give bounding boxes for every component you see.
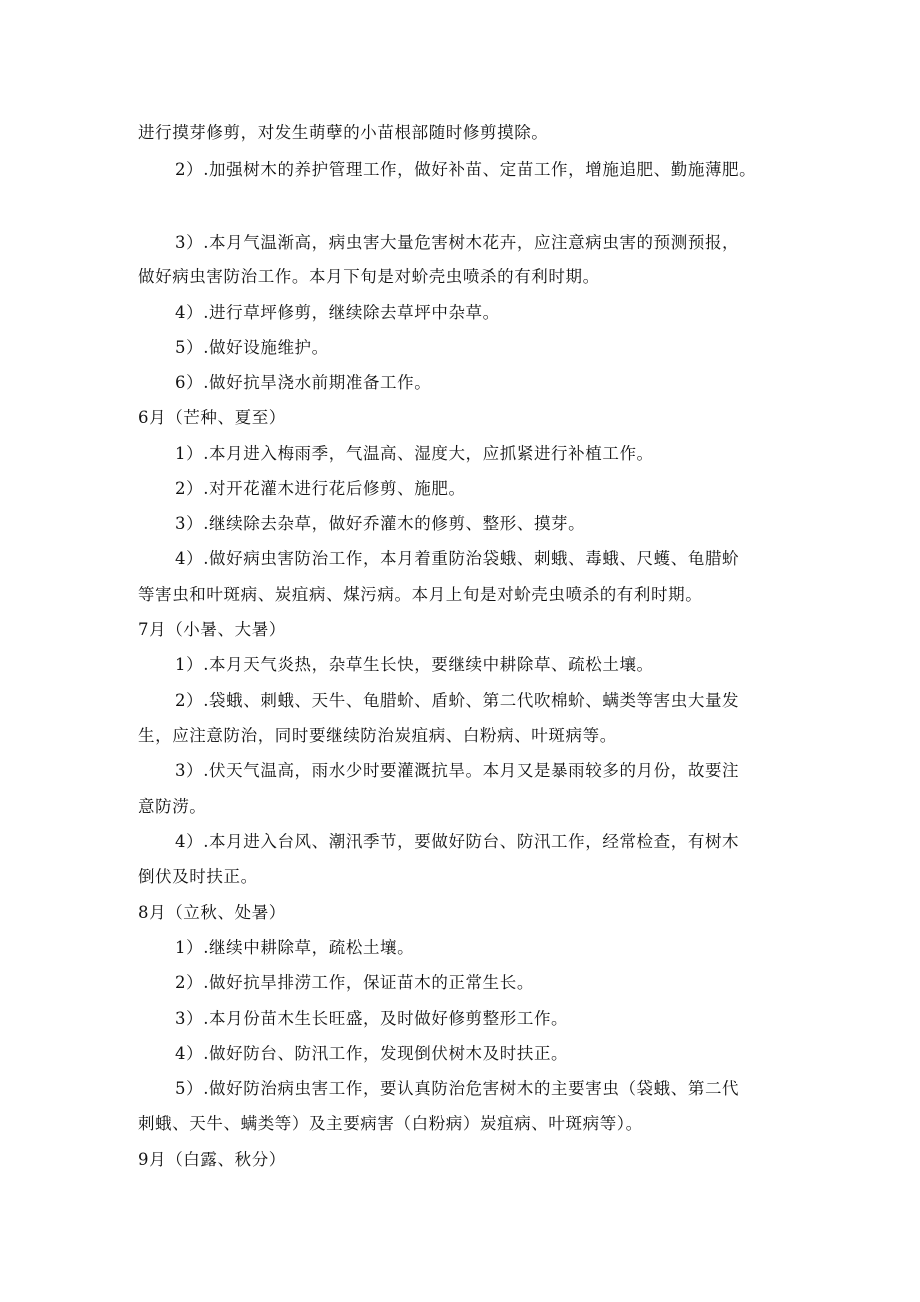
- month-heading: 8月（立秋、处暑）: [138, 903, 286, 922]
- month-heading: 6月（芒种、夏至）: [138, 408, 286, 427]
- text-line: 1）.本月天气炎热，杂草生长快，要继续中耕除草、疏松土壤。: [175, 655, 654, 674]
- text-line: 3）.继续除去杂草，做好乔灌木的修剪、整形、摸芽。: [175, 514, 586, 533]
- text-line: 5）.做好防治病虫害工作，要认真防治危害树木的主要害虫（袋蛾、第二代: [175, 1079, 740, 1098]
- text-line: 等害虫和叶斑病、炭疽病、煤污病。本月上旬是对蚧壳虫喷杀的有利时期。: [138, 585, 703, 604]
- text-line: 3）.本月份苗木生长旺盛，及时做好修剪整形工作。: [175, 1009, 569, 1028]
- text-line: 4）.做好病虫害防治工作，本月着重防治袋蛾、刺蛾、毒蛾、尺蠖、龟腊蚧: [175, 549, 740, 568]
- text-line: 刺蛾、天牛、螨类等）及主要病害（白粉病）炭疽病、叶斑病等）。: [138, 1114, 643, 1133]
- text-line: 4）.本月进入台风、潮汛季节，要做好防台、防汛工作，经常检查，有树木: [175, 832, 740, 851]
- text-line: 2）.袋蛾、刺蛾、天牛、龟腊蚧、盾蚧、第二代吹棉蚧、螨类等害虫大量发: [175, 691, 740, 710]
- text-line: 5）.做好设施维护。: [175, 338, 329, 357]
- text-line: 2）.对开花灌木进行花后修剪、施肥。: [175, 479, 466, 498]
- text-line: 进行摸芽修剪，对发生萌孽的小苗根部随时修剪摸除。: [138, 123, 549, 142]
- text-line: 1）.继续中耕除草，疏松土壤。: [175, 938, 415, 957]
- text-line: 3）.本月气温渐高，病虫害大量危害树木花卉，应注意病虫害的预测预报，: [175, 233, 740, 252]
- month-heading: 9月（白露、秋分）: [138, 1150, 286, 1169]
- text-line: 3）.伏天气温高，雨水少时要灌溉抗旱。本月又是暴雨较多的月份，故要注: [175, 761, 740, 780]
- month-heading: 7月（小暑、大暑）: [138, 620, 286, 639]
- text-line: 2）.加强树木的养护管理工作，做好补苗、定苗工作，增施追肥、勤施薄肥。: [175, 160, 757, 179]
- text-line: 2）.做好抗旱排涝工作，保证苗木的正常生长。: [175, 973, 534, 992]
- text-line: 意防涝。: [138, 797, 207, 816]
- text-line: 做好病虫害防治工作。本月下旬是对蚧壳虫喷杀的有利时期。: [138, 267, 600, 286]
- text-line: 4）.做好防台、防汛工作，发现倒伏树木及时扶正。: [175, 1044, 569, 1063]
- text-line: 生，应注意防治，同时要继续防治炭疽病、白粉病、叶斑病等。: [138, 726, 617, 745]
- text-line: 4）.进行草坪修剪，继续除去草坪中杂草。: [175, 303, 500, 322]
- text-line: 倒伏及时扶正。: [138, 867, 258, 886]
- text-line: 6）.做好抗旱浇水前期准备工作。: [175, 373, 432, 392]
- text-line: 1）.本月进入梅雨季，气温高、湿度大，应抓紧进行补植工作。: [175, 444, 654, 463]
